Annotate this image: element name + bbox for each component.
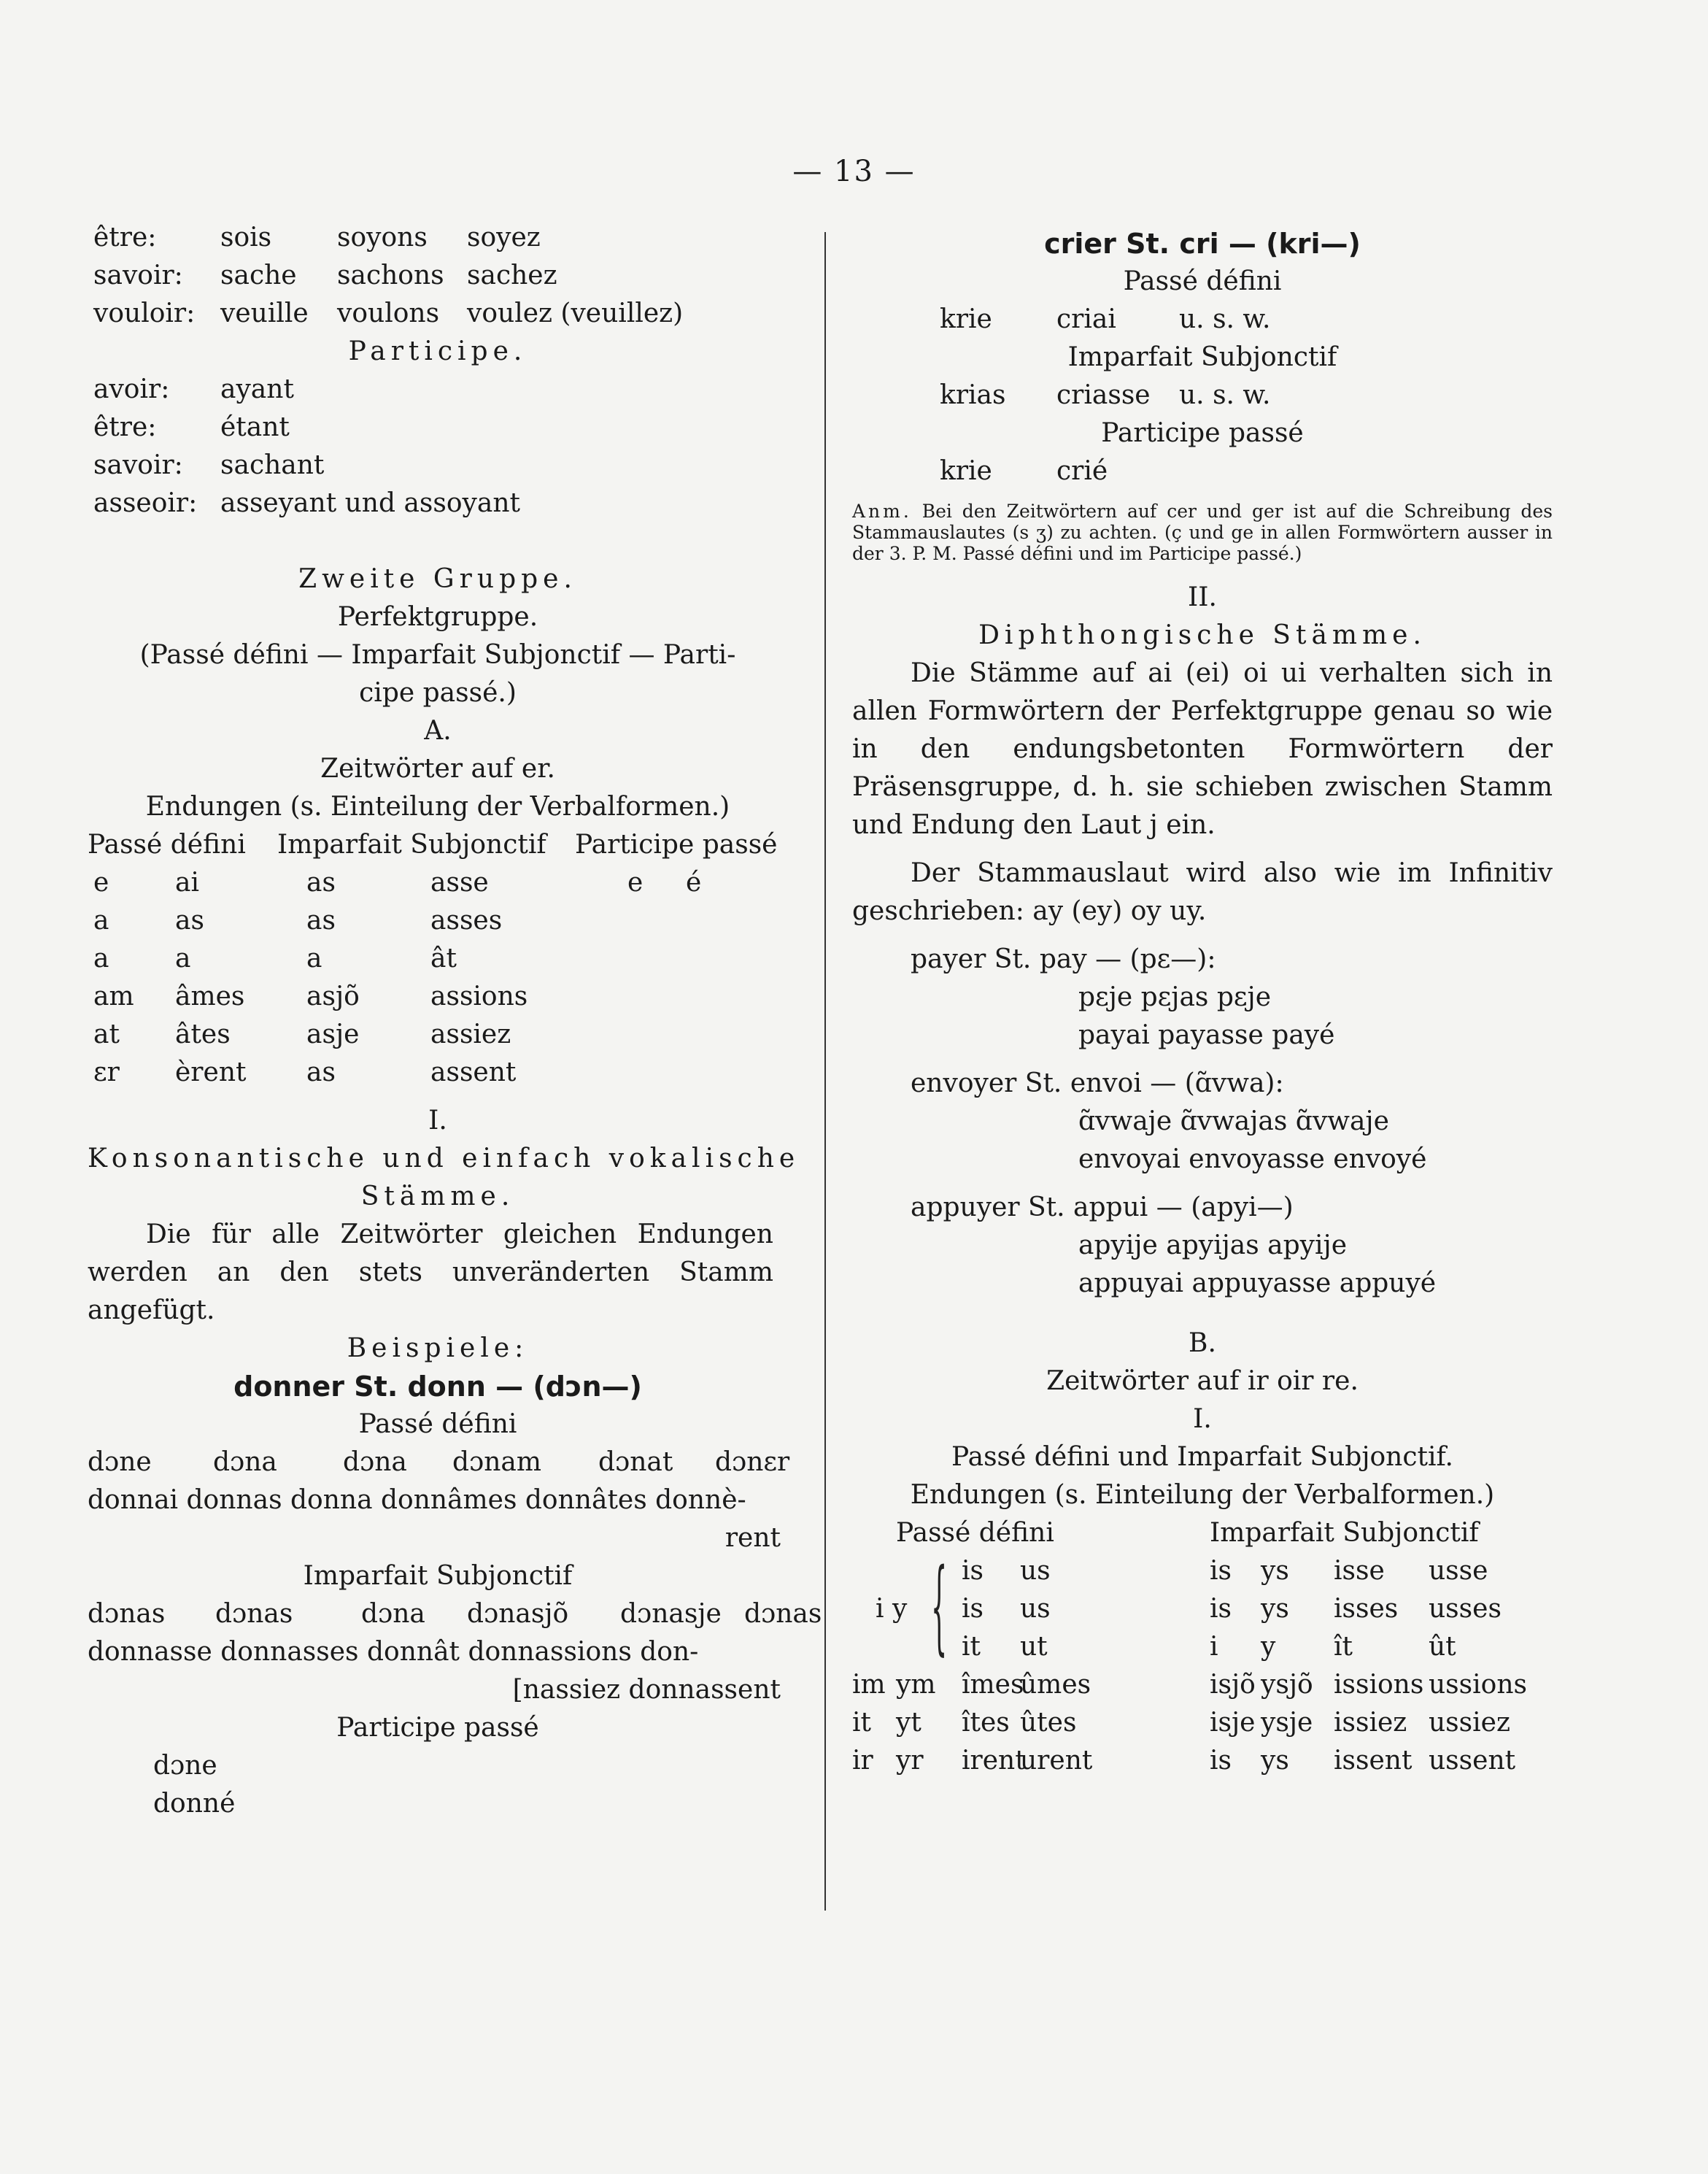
endungen-cell: assent [430,1057,517,1087]
endungen-cell: ûtes [1020,1708,1077,1738]
section-ii: II. [1188,582,1217,612]
imperative-row: être: sois soyons soyez [93,223,541,253]
is-heading: Imparfait Subjonctif [1067,342,1337,372]
participe-row: avoir: ayant [93,374,294,404]
endungen-cell: as [306,906,336,936]
endungen-ir-table [852,1547,1553,1780]
endungen-cell: usses [1429,1594,1502,1624]
endungen-cell: ym [896,1670,936,1700]
endungen-table [88,864,788,1092]
example-head: appuyer St. appui — (apyi—) [911,1192,1294,1222]
endungen-cell: usse [1429,1556,1488,1586]
section-a: A. [424,716,452,746]
endungen-cell: asses [430,906,503,936]
endungen-cell: e [93,868,109,898]
endungen-cell: as [306,868,336,898]
endungen-cell: yr [896,1746,924,1776]
endungen-cell: a [93,906,109,936]
participe-row: être: étant [93,412,290,442]
endungen-cell: ût [1429,1632,1456,1662]
is-orth-row: donnasse donnasses donnât donnassions don- [88,1637,699,1667]
endungen-cell: im [852,1670,886,1700]
endungen-cell: as [306,1057,336,1087]
endungen-cell: isses [1334,1594,1399,1624]
endungen-cell: isjõ [1210,1670,1256,1700]
paren-line: (Passé défini — Imparfait Subjonctif — Parti- [139,640,736,670]
endungen-cell: it [852,1708,871,1738]
endungen-cell: asjõ [306,982,360,1011]
example-orth: envoyai envoyasse envoyé [1078,1144,1427,1174]
endungen-cell: is [962,1594,984,1624]
endungen-cell: ussiez [1429,1708,1510,1738]
pd-heading: Passé défini [358,1409,517,1439]
iy-label: i y [876,1594,908,1624]
example-phon: apyije apyijas apyije [1078,1230,1347,1260]
endungen-cell: at [93,1019,120,1049]
endungen-cell: âtes [175,1019,231,1049]
endungen-cell: ai [175,868,199,898]
example-block [852,941,1553,1055]
endungen-row [88,978,788,1016]
endungen-cell: ûmes [1020,1670,1091,1700]
endungen-cell: us [1020,1594,1051,1624]
crier-heading: crier St. cri — (kri—) [1044,228,1361,260]
pd-phonetic-row: dɔne dɔna dɔna dɔnam dɔnat dɔnɛr [88,1447,790,1477]
imperative-row: savoir: sache sachons sachez [93,261,557,290]
left-column [88,219,822,1823]
endungen-cell: ât [430,944,457,974]
section-b: B. [1189,1328,1216,1358]
endungen-cell: ys [1261,1556,1289,1586]
section-i: I. [428,1106,447,1136]
zeitwoerter-ir: Zeitwörter auf ir oir re. [1046,1366,1359,1396]
endungen-ir-row [852,1552,1553,1590]
diphth-heading: Diphthongische Stämme. [978,620,1426,650]
endungen-ir-row [852,1590,1553,1628]
endungen-cell: assions [430,982,528,1011]
example-head: envoyer St. envoi — (ɑ̃vwa): [911,1068,1284,1098]
endungen-cell: a [306,944,322,974]
endungen-ir-row [852,1666,1553,1704]
endungen-header-row: Passé défini Imparfait Subjonctif Participe passé [88,830,778,860]
endungen-cell: ussions [1429,1670,1527,1700]
beispiele-heading: Beispiele: [347,1333,529,1363]
endungen-cell: ît [1334,1632,1353,1662]
endungen-cell: as [175,906,204,936]
participe-row: savoir: sachant [93,450,325,480]
endungen-cell: ut [1020,1632,1048,1662]
endungen-ir-row [852,1704,1553,1742]
example-block [852,1189,1553,1303]
is-orth-cont: [nassiez donnassent [512,1675,781,1705]
endungen-ir-row [852,1742,1553,1780]
section-i: I. [1193,1404,1212,1434]
endungen-cell: isse [1334,1556,1385,1586]
endungen-cell: y [1261,1632,1276,1662]
right-column [852,219,1553,1780]
endungen-cell: is [1210,1746,1232,1776]
endungen-cell: is [1210,1556,1232,1586]
donner-heading: donner St. donn — (dɔn—) [233,1371,642,1403]
endungen-cell: asje [306,1019,360,1049]
konsonant-heading: Stämme. [360,1182,515,1211]
column-divider [824,232,826,1911]
pd-heading: Passé défini [1123,266,1282,296]
crier-pd-row: krie criai u. s. w. [940,304,1271,334]
endungen-cell: urent [1020,1746,1093,1776]
pp-orth-row: donné [153,1789,236,1819]
pd-orth-cont: rent [724,1523,781,1553]
is-heading: Imparfait Subjonctif [303,1561,573,1591]
endungen-cell: èrent [175,1057,247,1087]
endungen-cell: ys [1261,1594,1289,1624]
endungen-header-row: Passé défini Imparfait Subjonctif [896,1518,1479,1548]
endungen-cell: it [962,1632,981,1662]
endungen-cell: irent [962,1746,1026,1776]
perfekt-heading: Perfektgruppe. [337,602,538,632]
endungen-cell: é [686,868,702,898]
endungen-cell: issiez [1334,1708,1407,1738]
endungen-cell: issent [1334,1746,1413,1776]
endungen-cell: îmes [962,1670,1024,1700]
endungen-cell: ysjõ [1261,1670,1313,1700]
endungen-cell: ir [852,1746,873,1776]
endungen-ir-row [852,1628,1553,1666]
endungen-cell: am [93,982,134,1011]
endungen-row [88,1054,788,1092]
crier-is-row: krias criasse u. s. w. [940,380,1271,410]
endungen-cell: ussent [1429,1746,1516,1776]
endungen-cell: ɛr [93,1057,120,1087]
endungen-cell: is [1210,1594,1232,1624]
brace-icon: { [931,1547,948,1666]
example-orth: payai payasse payé [1078,1020,1335,1050]
pp-heading: Participe passé [1101,418,1304,448]
pd-is-heading: Passé défini und Imparfait Subjonctif. [951,1442,1453,1472]
endungen-cell: i [1210,1632,1218,1662]
anmerkung-text: Bei den Zeitwörtern auf cer und ger ist auf die Schreibung des Stammauslautes (s ʒ) zu achten. (ç und ge in allen Formwörtern ausser in der 3. P. M. Passé défini und im Participe passé.) [852,501,1553,564]
endungen-cell: a [93,944,109,974]
endungen-row [88,940,788,978]
konsonant-heading: Konsonantische und einfach vokalische [88,1144,800,1173]
endungen-cell: îtes [962,1708,1010,1738]
endungen-row [88,902,788,940]
intro-paragraph: Die für alle Zeitwörter gleichen Endungen werden an den stets unveränderten Stamm angefügt. [88,1219,773,1325]
endungen-cell: assiez [430,1019,511,1049]
imperative-row: vouloir: veuille voulons voulez (veuillez) [93,298,684,328]
endungen-cell: ys [1261,1746,1289,1776]
participe-heading: Participe. [348,336,528,366]
pp-phonetic-row: dɔne [153,1751,217,1781]
pp-heading: Participe passé [336,1713,539,1743]
endungen-row [88,864,788,902]
endungen-cell: isje [1210,1708,1256,1738]
pd-orth-row: donnai donnas donna donnâmes donnâtes donnè- [88,1485,746,1515]
example-phon: pɛje pɛjas pɛje [1078,982,1272,1012]
endungen-cell: issions [1334,1670,1424,1700]
endungen-heading: Endungen (s. Einteilung der Verbalformen.) [145,792,730,822]
crier-pp-row: krie crié [940,456,1108,486]
paren-line: cipe passé.) [359,678,517,708]
example-phon: ɑ̃vwaje ɑ̃vwajas ɑ̃vwaje [1078,1106,1389,1136]
example-orth: appuyai appuyasse appuyé [1078,1268,1437,1298]
endungen-row [88,1016,788,1054]
zeitwoerter-er: Zeitwörter auf er. [320,754,555,784]
example-head: payer St. pay — (pɛ—): [911,944,1216,974]
participe-row: asseoir: asseyant und assoyant [93,488,521,518]
endungen-cell: âmes [175,982,245,1011]
endungen-cell: asse [430,868,489,898]
stammauslaut-paragraph: Der Stammauslaut wird also wie im Infinitiv geschrieben: ay (ey) oy uy. [852,858,1553,926]
endungen-heading: Endungen (s. Einteilung der Verbalformen.) [910,1480,1495,1510]
endungen-cell: ysje [1261,1708,1313,1738]
endungen-cell: e [627,868,644,898]
page-number: — 13 — [792,155,916,188]
diphth-paragraph: Die Stämme auf ai (ei) oi ui verhalten sich in allen Formwörtern der Perfektgruppe genau so wie in den endungsbetonten Formwörtern der Präsensgruppe, d. h. sie schieben zwischen Stamm und Endung den Laut j ein. [852,658,1553,840]
endungen-cell: yt [896,1708,921,1738]
endungen-cell: is [962,1556,984,1586]
endungen-cell: us [1020,1556,1051,1586]
anmerkung-label: Anm. [852,501,912,522]
endungen-cell: a [175,944,191,974]
anmerkung [852,501,1553,564]
is-phonetic-row: dɔnas dɔnas dɔna dɔnasjõ dɔnasje dɔnas [88,1599,822,1629]
example-block [852,1065,1553,1179]
gruppe-heading: Zweite Gruppe. [298,564,577,594]
